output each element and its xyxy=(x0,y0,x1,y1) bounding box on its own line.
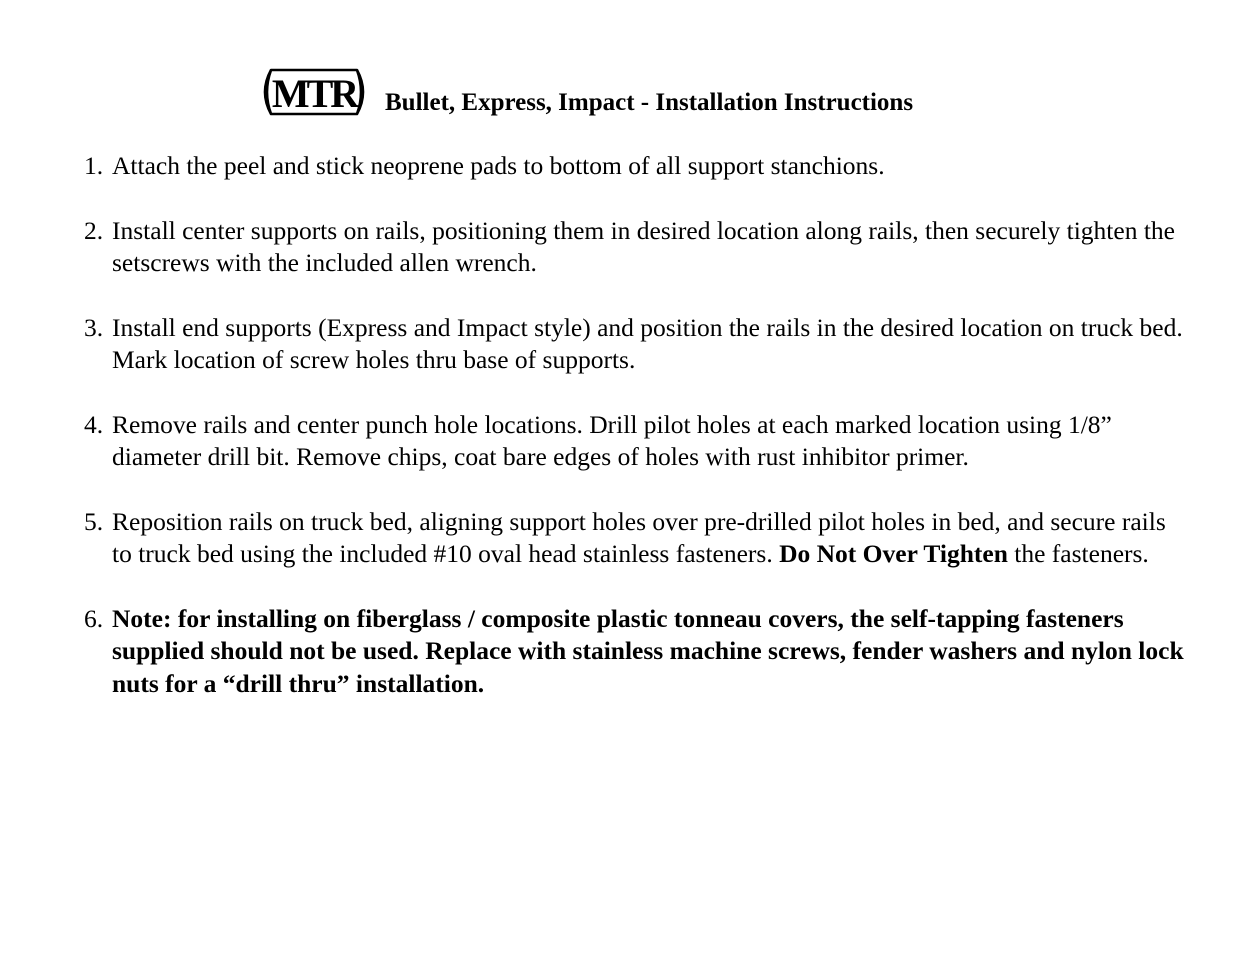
step-text: Install center supports on rails, positioning them in desired location along rails, then securely tighten the setscrews with the included allen wrench. xyxy=(112,215,1175,277)
step-text-note: Note: for installing on fiberglass / composite plastic tonneau covers, the self-tapping fasteners supplied should not be used. Replace with stainless machine screws, fender washers and nylon lock nuts for a “drill thru” installation. xyxy=(112,603,1184,698)
instruction-step-4 xyxy=(84,409,1189,474)
step-text: Attach the peel and stick neoprene pads to bottom of all support stanchions. xyxy=(112,151,885,180)
instruction-step-1 xyxy=(84,150,1189,183)
step-text-before: Reposition rails on truck bed, aligning support holes over pre-drilled pilot holes in bed, and secure rails to truck bed using the included #10 oval head stainless fasteners. xyxy=(112,506,1166,568)
step-number: 6. xyxy=(84,603,104,633)
step-number: 1. xyxy=(84,151,104,180)
warning-emphasis: Do Not Over Tighten xyxy=(779,539,1008,568)
step-text: Install end supports (Express and Impact style) and position the rails in the desired location on truck bed. Mark location of screw holes thru base of supports. xyxy=(112,312,1183,374)
instruction-step-2 xyxy=(84,215,1189,280)
instruction-step-5 xyxy=(84,506,1189,571)
step-number: 3. xyxy=(84,312,104,342)
step-text xyxy=(112,507,1166,569)
step-text: Remove rails and center punch hole locations. Drill pilot holes at each marked location using 1/8” diameter drill bit. Remove chips, coat bare edges of holes with rust inhibitor primer. xyxy=(112,409,1112,471)
mtr-logo xyxy=(257,66,371,118)
step-text-after: the fasteners. xyxy=(1007,539,1149,568)
step-number: 2. xyxy=(84,215,104,245)
instruction-step-3 xyxy=(84,312,1189,377)
instruction-step-6 xyxy=(84,603,1189,701)
page-title: Bullet, Express, Impact - Installation Instructions xyxy=(385,89,914,116)
instruction-list xyxy=(84,150,1189,732)
document-header xyxy=(257,66,913,118)
step-number: 4. xyxy=(84,409,104,439)
logo-text: MTR xyxy=(271,71,357,116)
step-number: 5. xyxy=(84,506,104,536)
